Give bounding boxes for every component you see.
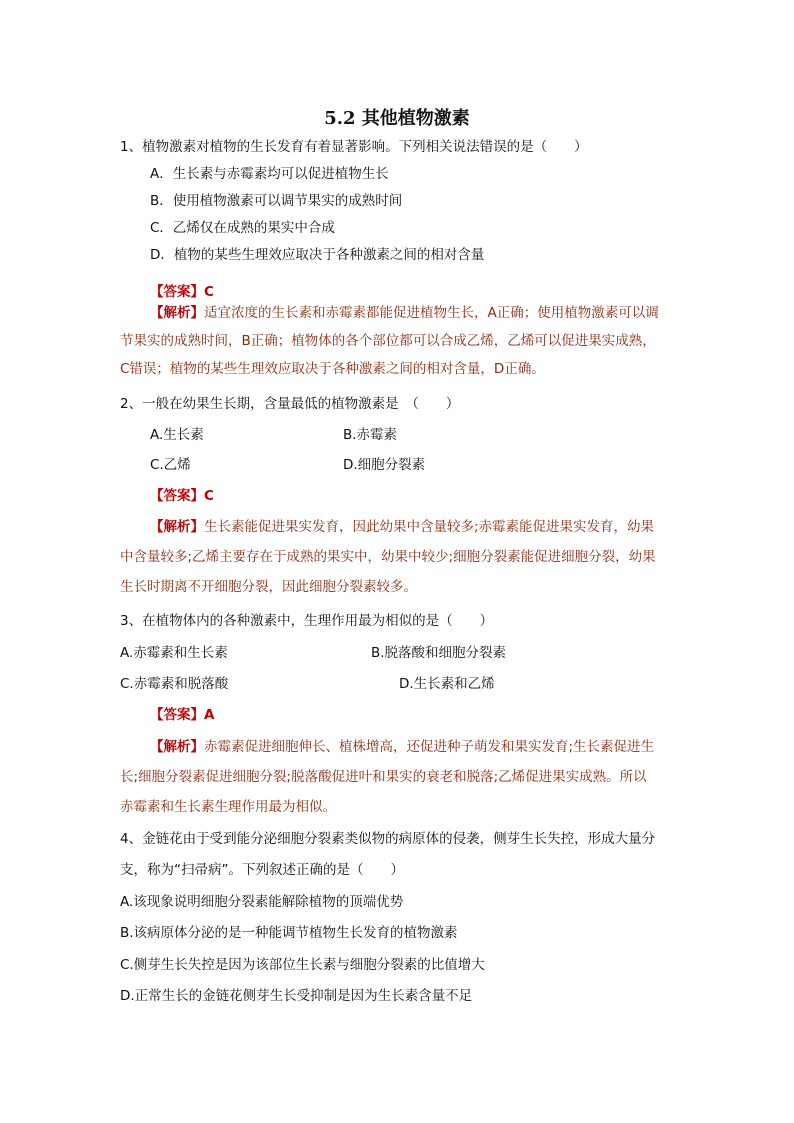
q1-option-c: C．乙烯仅在成熟的果实中合成: [150, 220, 335, 236]
q1-analysis-line-1: [150, 304, 659, 322]
q1-analysis-text-1: 适宜浓度的生长素和赤霉素都能促进植物生长，A正确；使用植物激素可以调: [204, 305, 659, 321]
q2-analysis-line-2: 中含量较多;乙烯主要存在于成熟的果实中，幼果中较少;细胞分裂素能促进细胞分裂，幼果: [120, 549, 656, 565]
q2-option-d: D.细胞分裂素: [343, 457, 426, 473]
q1-option-b: B．使用植物激素可以调节果实的成熟时间: [150, 193, 403, 209]
q4-option-b: B.该病原体分泌的是一种能调节植物生长发育的植物激素: [120, 925, 458, 941]
q2-option-b: B.赤霉素: [343, 427, 398, 443]
q1-answer-label: 【答案】: [150, 284, 204, 300]
q3-answer-label: 【答案】: [150, 707, 204, 723]
q1-analysis-line-3: C错误；植物的某些生理效应取决于各种激素之间的相对含量，D正确。: [120, 361, 545, 377]
q1-analysis-label: 【解析】: [150, 305, 204, 321]
q2-option-a: A.生长素: [150, 427, 204, 443]
q4-option-d: D.正常生长的金链花侧芽生长受抑制是因为生长素含量不足: [120, 988, 473, 1004]
q2-analysis-line-1: [150, 518, 654, 536]
q3-option-b: B.脱落酸和细胞分裂素: [371, 645, 507, 661]
q3-analysis-line-1: [150, 738, 654, 756]
q4-stem-line-1: 4、金链花由于受到能分泌细胞分裂素类似物的病原体的侵袭，侧芽生长失控，形成大量分: [120, 831, 656, 847]
page-title: 5.2 其他植物激素: [324, 108, 470, 129]
q2-stem: 2、一般在幼果生长期，含量最低的植物激素是 （ ）: [120, 396, 460, 412]
q4-option-c: C.侧芽生长失控是因为该部位生长素与细胞分裂素的比值增大: [120, 957, 485, 973]
q3-option-a: A.赤霉素和生长素: [120, 645, 228, 661]
q4-option-a: A.该现象说明细胞分裂素能解除植物的顶端优势: [120, 894, 404, 910]
q2-analysis-line-3: 生长时期离不开细胞分裂，因此细胞分裂素较多。: [120, 579, 417, 595]
q3-analysis-text-1: 赤霉素促进细胞伸长、植株增高，还促进种子萌发和果实发育;生长素促进生: [204, 739, 655, 755]
q2-answer-value: C: [204, 488, 214, 504]
q2-answer: [150, 487, 214, 505]
q3-analysis-line-3: 赤霉素和生长素生理作用最为相似。: [120, 799, 336, 815]
q4-stem-line-2: 支，称为“扫帚病”。下列叙述正确的是（ ）: [120, 862, 404, 878]
q3-analysis-label: 【解析】: [150, 739, 204, 755]
q3-answer: [150, 706, 214, 724]
q2-option-c: C.乙烯: [150, 457, 191, 473]
q2-answer-label: 【答案】: [150, 488, 204, 504]
q1-stem: 1、植物激素对植物的生长发育有着显著影响。下列相关说法错误的是（ ）: [120, 139, 588, 155]
q1-option-a: A．生长素与赤霉素均可以促进植物生长: [150, 166, 389, 182]
q2-analysis-label: 【解析】: [150, 519, 204, 535]
q3-option-d: D.生长素和乙烯: [399, 676, 495, 692]
q1-analysis-line-2: 节果实的成熟时间，B正确；植物体的各个部位都可以合成乙烯，乙烯可以促进果实成熟，: [120, 333, 656, 349]
q3-option-c: C.赤霉素和脱落酸: [120, 676, 229, 692]
q3-analysis-line-2: 长;细胞分裂素促进细胞分裂;脱落酸促进叶和果实的衰老和脱落;乙烯促进果实成熟。所以: [120, 769, 647, 785]
q3-answer-value: A: [204, 707, 215, 723]
q1-option-d: D．植物的某些生理效应取决于各种激素之间的相对含量: [150, 247, 485, 263]
q1-answer-value: C: [204, 284, 214, 300]
q1-answer: [150, 283, 214, 301]
q3-stem: 3、在植物体内的各种激素中，生理作用最为相似的是（ ）: [120, 613, 494, 629]
q2-analysis-text-1: 生长素能促进果实发育，因此幼果中含量较多;赤霉素能促进果实发育，幼果: [204, 519, 655, 535]
